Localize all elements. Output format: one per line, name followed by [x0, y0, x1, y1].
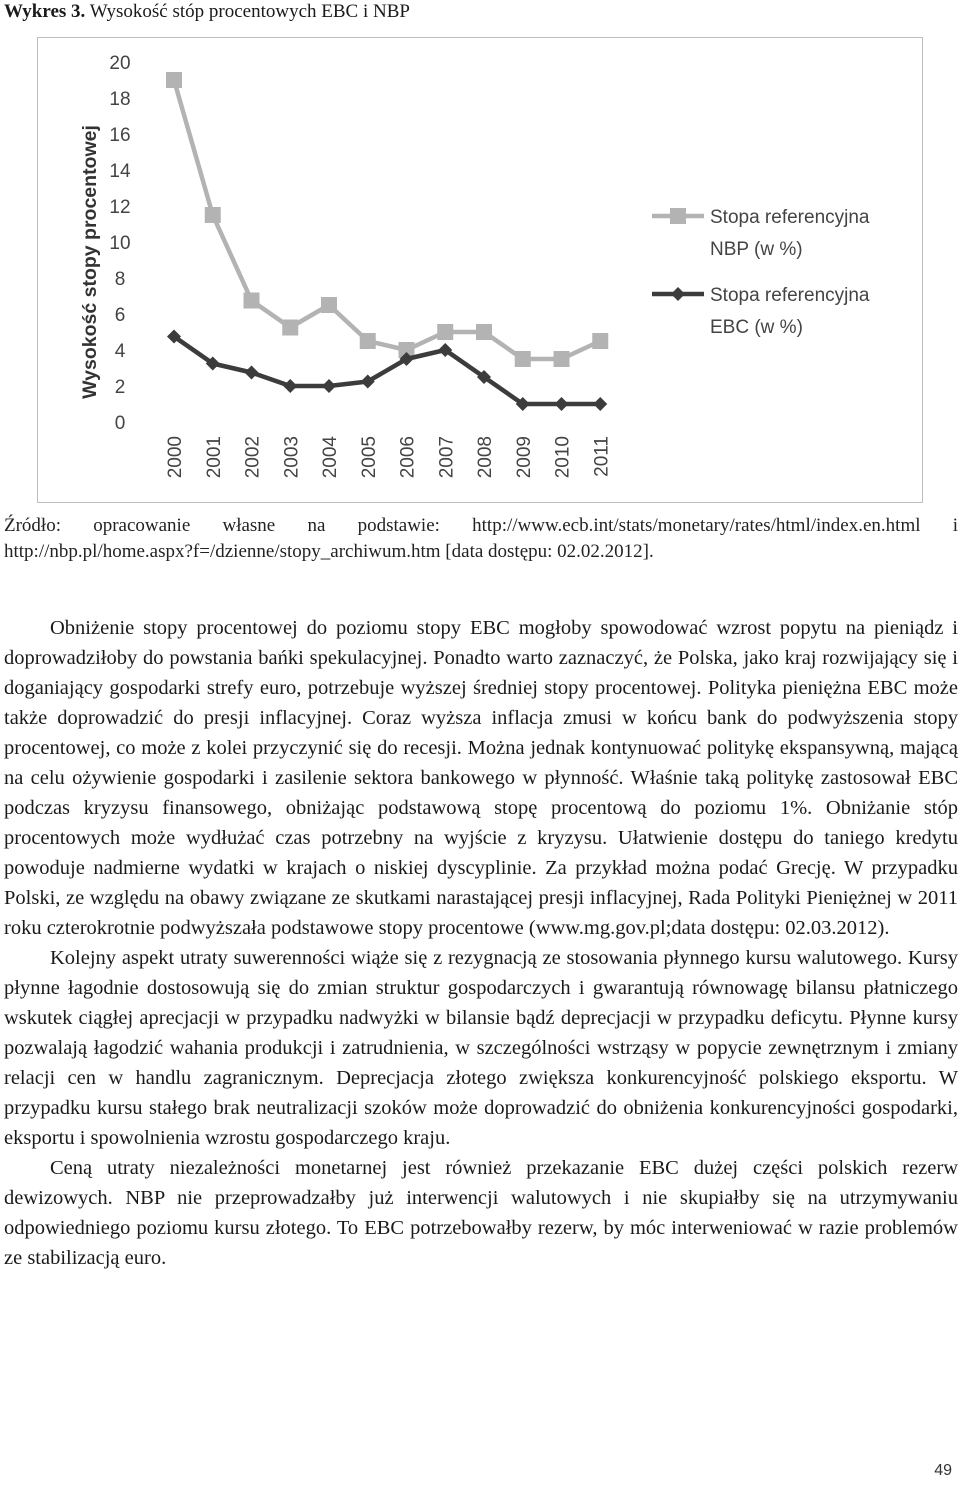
x-tick-label: 2004	[320, 436, 341, 479]
y-tick-label: 18	[109, 89, 131, 110]
data-point-nbp	[554, 351, 570, 367]
x-tick-label: 2008	[475, 436, 496, 479]
data-point-nbp	[437, 324, 453, 340]
y-axis-title: Wysokość stopy procentowej	[79, 125, 101, 399]
data-point-ebc	[245, 366, 259, 380]
y-tick-label: 6	[114, 305, 126, 326]
page-number: 49	[934, 1462, 952, 1479]
x-tick-label: 2001	[203, 436, 225, 479]
legend-label: Stopa referencyjna	[710, 207, 870, 228]
data-point-ebc	[555, 397, 569, 411]
y-tick-label: 4	[114, 341, 126, 362]
legend-label: Stopa referencyjna	[710, 285, 870, 306]
chart-frame	[37, 37, 923, 503]
data-point-ebc	[593, 397, 607, 411]
x-tick-label: 2003	[281, 436, 303, 479]
x-tick-label: 2009	[513, 436, 535, 479]
paragraph: Obniżenie stopy procentowej do poziomu stopy EBC mogłoby spowodować wzrost popytu na pieniądz i doprowadziłoby do powstania bańki spekulacyjnej. Ponadto warto zaznaczyć, że Polska, jako kraj rozwijający się i doganiający gospodarki strefy euro, potrzebuje wyższej średniej stopy procentowej. Polityka pieniężna EBC może także doprowadzić do presji inflacyjnej. Coraz wyższa inflacja zmusi w końcu bank do podwyższenia stopy procentowej, co może z kolei przyczynić się do recesji. Można jednak kontynuować politykę ekspansywną, mającą na celu ożywienie gospodarki i zasilenie sektora bankowego w płynność. Właśnie taką politykę zastosował EBC podczas kryzysu finansowego, obniżając podstawową stopę procentową do poziomu 1%. Obniżanie stóp procentowych może wydłużać czas potrzebny na wyjście z kryzysu. Ułatwienie dostępu do taniego kredytu powoduje nadmierne wydatki w krajach o niskiej dyscyplinie. Za przykład można podać Grecję. W przypadku Polski, ze względu na obawy związane ze skutkami narastającej presji inflacyjnej, Rada Polityki Pieniężnej w 2011 roku czterokrotnie podwyższała podstawowe stopy procentowe (www.mg.gov.pl;data dostępu: 02.03.2012).	[4, 617, 958, 939]
data-point-nbp	[592, 333, 608, 349]
legend-marker	[670, 208, 686, 224]
data-point-nbp	[515, 351, 531, 367]
source-note: Źródło: opracowanie własne na podstawie: http://www.ecb.int/stats/monetary/rates/html/index.en.html i http://nbp.pl/home.aspx?f=/dzienne/stopy_archiwum.htm [data dostępu: 02.02.2012].	[4, 515, 958, 562]
legend-label: NBP (w %)	[710, 239, 803, 260]
x-tick-label: 2006	[397, 436, 419, 479]
y-tick-label: 14	[109, 161, 131, 182]
data-point-nbp	[166, 72, 182, 88]
line-chart	[38, 38, 924, 504]
data-point-nbp	[205, 207, 221, 223]
data-point-nbp	[360, 333, 376, 349]
figure-label: Wykres 3.	[4, 1, 86, 22]
data-point-ebc	[283, 379, 297, 393]
x-tick-label: 2010	[552, 436, 574, 479]
data-point-nbp	[476, 324, 492, 340]
y-tick-label: 8	[114, 269, 126, 290]
data-point-nbp	[321, 297, 337, 313]
y-tick-label: 12	[109, 197, 131, 218]
body-text	[4, 613, 958, 1273]
paragraph: Kolejny aspekt utraty suwerenności wiąże się z rezygnacją ze stosowania płynnego kursu walutowego. Kursy płynne łagodnie dostosowują się do zmian struktur gospodarczych i gwarantują równowagę bilansu płatniczego wskutek ciągłej aprecjacji w przypadku nadwyżki w bilansie bądź deprecjacji w przypadku deficytu. Płynne kursy pozwalają łagodzić wahania produkcji i zatrudnienia, w szczególności wstrząsy w popycie zewnętrznym i zmiany relacji cen w handlu zagranicznym. Deprecjacja złotego zwiększa konkurencyjność polskiego eksportu. W przypadku kursu stałego brak neutralizacji szoków może doprowadzić do obniżenia konkurencyjności gospodarki, eksportu i spowolnienia wzrostu gospodarczego kraju.	[4, 947, 958, 1149]
y-tick-label: 20	[109, 53, 131, 74]
y-tick-label: 16	[109, 125, 131, 146]
data-point-ebc	[322, 379, 336, 393]
series-line-nbp	[174, 80, 600, 359]
x-tick-label: 2002	[242, 436, 264, 479]
data-point-nbp	[244, 293, 260, 309]
legend-label: EBC (w %)	[710, 317, 803, 338]
y-tick-label: 0	[114, 413, 126, 434]
paragraph: Ceną utraty niezależności monetarnej jest również przekazanie EBC dużej części polskich rezerw dewizowych. NBP nie przeprowadzałby już interwencji walutowych i nie skupiałby się na utrzymywaniu odpowiedniego poziomu kursu złotego. To EBC potrzebowałby rezerw, by móc interweniować w razie problemów ze stabilizacją euro.	[4, 1157, 958, 1269]
legend-marker	[671, 287, 685, 301]
figure-caption	[4, 0, 410, 24]
x-tick-label: 2007	[436, 436, 458, 479]
x-tick-label: 2011	[591, 436, 613, 477]
x-tick-label: 2005	[358, 436, 380, 479]
y-tick-label: 10	[109, 233, 131, 254]
figure-title: Wysokość stóp procentowych EBC i NBP	[89, 1, 410, 22]
x-tick-label: 2000	[165, 436, 186, 479]
data-point-nbp	[282, 320, 298, 336]
y-tick-label: 2	[114, 377, 126, 398]
